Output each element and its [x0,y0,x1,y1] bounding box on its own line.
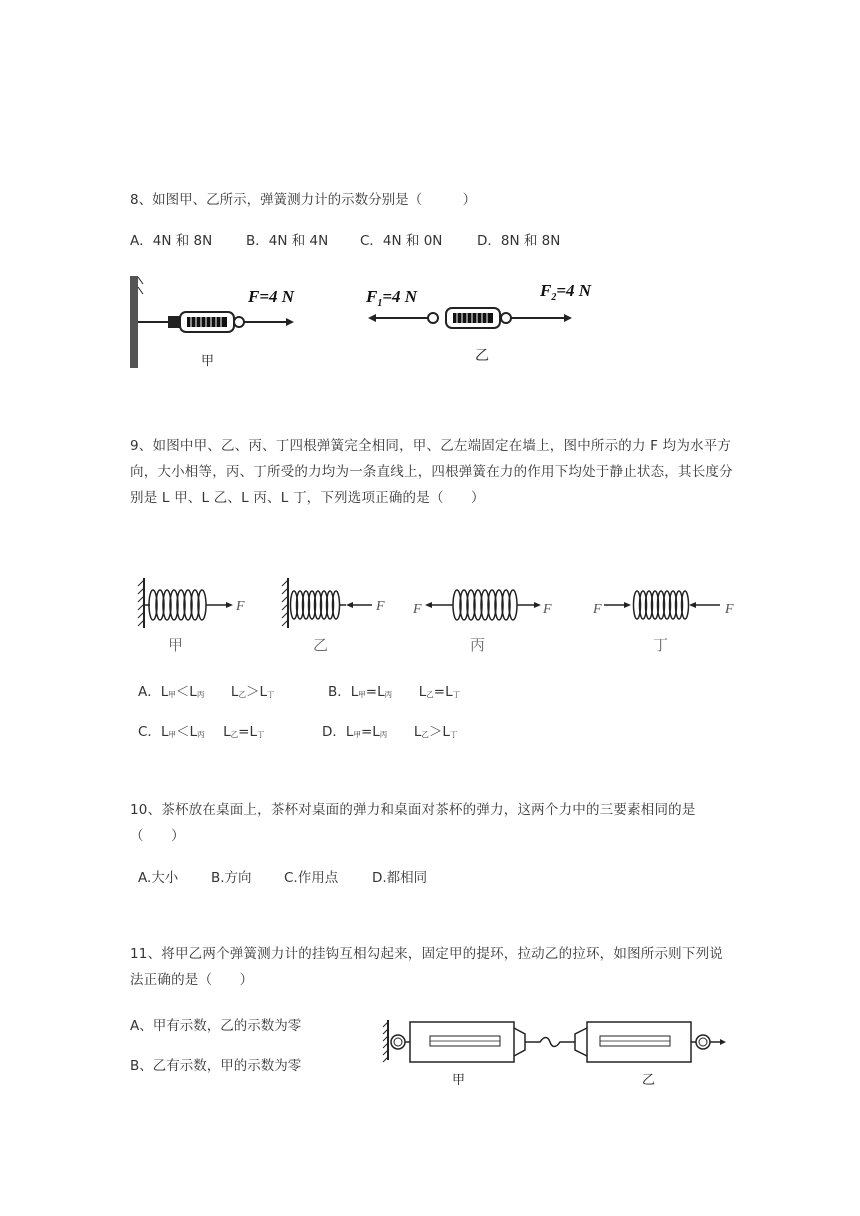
option-b: B．4N 和 4N [246,233,329,249]
spring-bing [412,590,552,654]
option-d: D.都相同 [372,870,428,886]
caption-jia: 甲 [452,1073,466,1088]
spring-ding [592,591,734,654]
force-label-f1: $F_1=4$ N [366,287,418,309]
force-label: F=4 N [248,287,295,306]
option-b: B.方向 [211,870,252,886]
q11-figure [380,1016,730,1091]
question-8-stem: 8、如图甲、乙所示，弹簧测力计的示数分别是（ ） [130,192,477,208]
q8-figure-yi [360,272,600,372]
option-b: B．L甲=L丙 L乙=L丁 [328,684,461,700]
force-label: F [593,602,602,617]
option-c: C．L甲＜L丙 L乙=L丁 [138,724,265,740]
caption-bing: 丙 [470,638,486,654]
q8-figure-jia [126,272,306,372]
caption-jia: 甲 [201,354,215,369]
force-label: F [376,599,385,614]
caption-yi: 乙 [313,638,329,654]
option-d: D．8N 和 8N [477,233,561,249]
caption-yi: 乙 [642,1073,656,1088]
force-label: F [543,602,552,617]
option-a: A．L甲＜L丙 L乙＞L丁 [138,684,275,700]
force-label: F [725,602,734,617]
question-10-stem: 10、茶杯放在桌面上，茶杯对桌面的弹力和桌面对茶杯的弹力，这两个力中的三要素相同的是 （ ） [130,802,710,844]
q9-figure [130,572,745,660]
caption-yi: 乙 [475,348,489,364]
question-9-stem: 9、如图中甲、乙、丙、丁四根弹簧完全相同，甲、乙左端固定在墙上，图中所示的力 F 均为水平方向，大小相等，丙、丁所受的力均为一条直线上，四根弹簧在力的作用下均处于静止状态，其长度分别是 L 甲、L 乙、L 丙、L 丁，下列选项正确的是（ ） [130,438,733,506]
option-c: C.作用点 [284,870,339,886]
caption-jia: 甲 [168,638,184,654]
caption-ding: 丁 [653,638,669,654]
force-label: F [236,599,245,614]
force-label-f2: $F_2=4$ N [540,281,592,303]
wall [130,276,138,368]
option-b: B、乙有示数，甲的示数为零 [130,1058,302,1074]
question-11-stem: 11、将甲乙两个弹簧测力计的挂钩互相勾起来，固定甲的提环，拉动乙的拉环，如图所示则下列说法正确的是（ ） [130,946,723,988]
option-a: A．4N 和 8N [130,233,213,249]
force-label: F [413,602,422,617]
spring-yi [282,578,385,654]
option-a: A.大小 [138,870,179,886]
option-a: A、甲有示数，乙的示数为零 [130,1018,302,1034]
spring-jia [138,578,245,654]
option-c: C．4N 和 0N [360,233,443,249]
option-d: D．L甲=L丙 L乙＞L丁 [322,724,458,740]
linked-hooks [525,1038,575,1047]
